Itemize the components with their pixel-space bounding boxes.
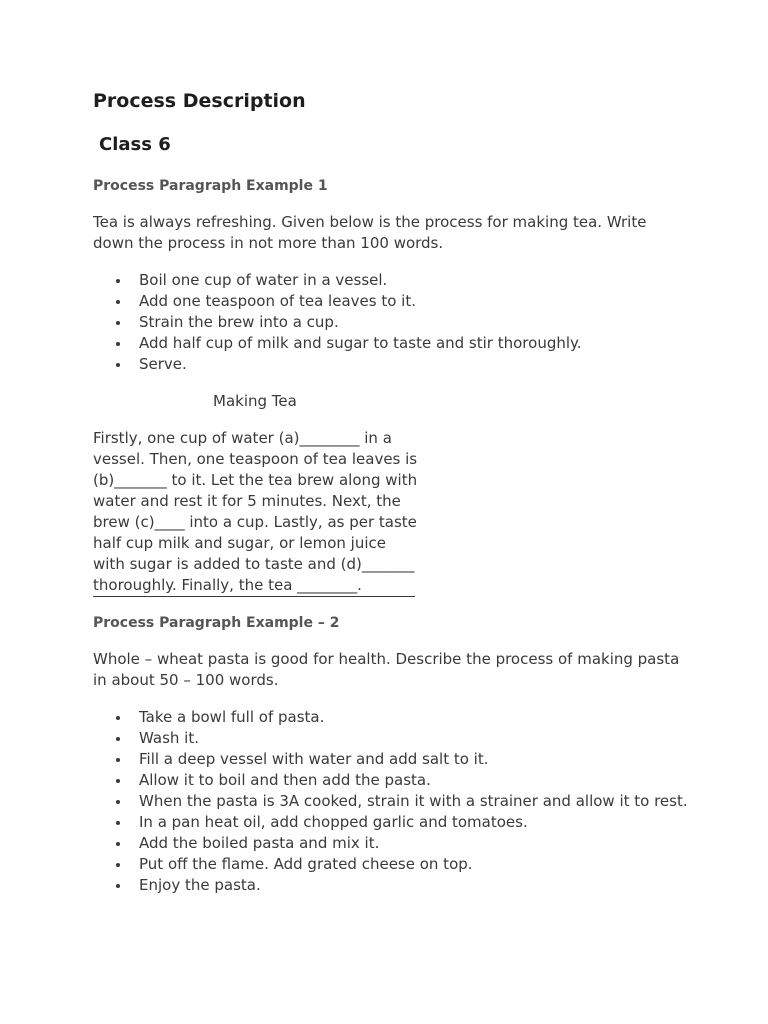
list-item: Fill a deep vessel with water and add salt to it.: [93, 749, 693, 770]
document-title: Process Description: [93, 90, 306, 112]
list-item: Put off the flame. Add grated cheese on top.: [93, 854, 693, 875]
list-item: Add one teaspoon of tea leaves to it.: [93, 291, 693, 312]
list-item: Add half cup of milk and sugar to taste and stir thoroughly.: [93, 333, 693, 354]
class-label: Class 6: [99, 134, 171, 155]
section2-heading: Process Paragraph Example – 2: [93, 615, 340, 631]
list-item: Strain the brew into a cup.: [93, 312, 693, 333]
list-item: Serve.: [93, 354, 693, 375]
paragraph-line: vessel. Then, one teaspoon of tea leaves is: [93, 450, 418, 468]
list-item: Enjoy the pasta.: [93, 875, 693, 896]
list-item: Wash it.: [93, 728, 693, 749]
paragraph-line: brew (c)____ into a cup. Lastly, as per taste: [93, 513, 417, 531]
document-page: [93, 86, 693, 896]
section1-heading: Process Paragraph Example 1: [93, 178, 328, 194]
paragraph-line: with sugar is added to taste and (d)_______: [93, 555, 415, 573]
list-item: In a pan heat oil, add chopped garlic and tomatoes.: [93, 812, 693, 833]
list-item: Add the boiled pasta and mix it.: [93, 833, 693, 854]
list-item: Allow it to boil and then add the pasta.: [93, 770, 693, 791]
list-item: When the pasta is 3A cooked, strain it with a strainer and allow it to rest.: [93, 791, 693, 812]
paragraph-line: half cup milk and sugar, or lemon juice: [93, 534, 386, 552]
paragraph-line: (b)_______ to it. Let the tea brew along with: [93, 471, 418, 489]
section2-intro: Whole – wheat pasta is good for health. Describe the process of making pasta in about 50 – 100 words.: [93, 650, 680, 689]
fill-in-blanks-paragraph: [93, 428, 418, 597]
paragraph-line: water and rest it for 5 minutes. Next, the: [93, 492, 401, 510]
section2-steps-list: [93, 707, 693, 896]
list-item: Take a bowl full of pasta.: [93, 707, 693, 728]
section1-intro: Tea is always refreshing. Given below is the process for making tea. Write down the process in not more than 100 words.: [93, 213, 647, 252]
paragraph-line: thoroughly. Finally, the tea ________.: [93, 576, 362, 594]
list-item: Boil one cup of water in a vessel.: [93, 270, 693, 291]
paragraph-line: Firstly, one cup of water (a)________ in a: [93, 429, 392, 447]
making-tea-subheading: Making Tea: [213, 392, 297, 410]
section1-steps-list: [93, 270, 693, 375]
